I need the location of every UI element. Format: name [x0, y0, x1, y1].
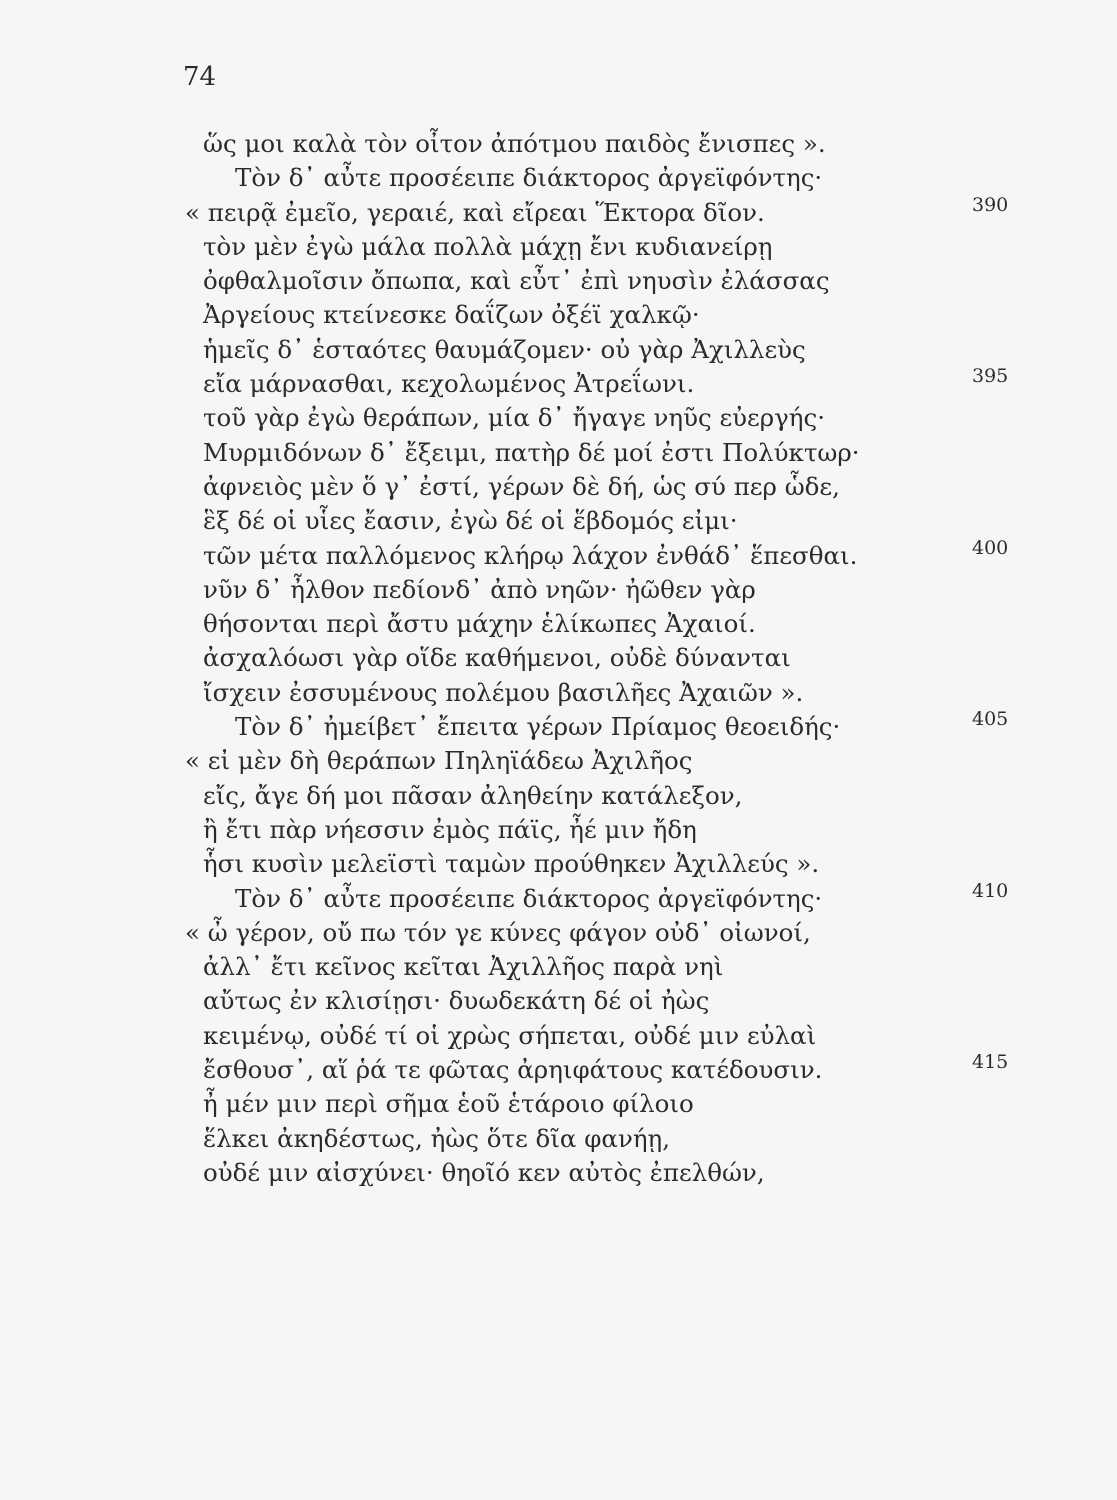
verse-line — [185, 161, 1045, 195]
verse-line — [185, 436, 1045, 470]
verse-line — [185, 298, 1045, 332]
line-number: 415 — [972, 1051, 1009, 1074]
verse-line — [185, 401, 1045, 435]
verse-text: ἡμεῖς δ᾽ ἑσταότες θαυμάζομεν· οὐ γὰρ Ἀχιλλεὺς — [203, 334, 806, 364]
verse-text: τοῦ γὰρ ἐγὼ θεράπων, μία δ᾽ ἤγαγε νηῦς εὐεργής· — [203, 403, 825, 433]
verse-line — [185, 710, 1045, 744]
verse-text: ἓξ δέ οἱ υἷες ἔασιν, ἐγὼ δέ οἱ ἕβδομός εἰμι· — [203, 506, 738, 536]
verse-text-block — [185, 127, 1045, 1190]
verse-text: Τὸν δ᾽ ἠμείβετ᾽ ἔπειτα γέρων Πρίαμος θεοειδής· — [235, 712, 841, 742]
verse-text: Μυρμιδόνων δ᾽ ἔξειμι, πατὴρ δέ μοί ἐστι Πολύκτωρ· — [203, 437, 860, 467]
verse-line — [185, 536, 1045, 573]
page-number: 74 — [183, 62, 217, 92]
verse-text: θήσονται περὶ ἄστυ μάχην ἑλίκωπες Ἀχαιοί. — [203, 609, 756, 639]
verse-text: ἀσχαλόωσι γὰρ οἵδε καθήμενοι, οὐδὲ δύνανται — [203, 643, 791, 673]
line-number: 410 — [972, 879, 1009, 902]
verse-line — [185, 676, 1045, 710]
verse-line — [185, 744, 1045, 778]
line-number: 395 — [972, 365, 1009, 388]
verse-text: εἴα μάρνασθαι, κεχολωμένος Ἀτρεΐωνι. — [203, 369, 695, 399]
verse-line — [185, 264, 1045, 298]
verse-line — [185, 193, 1045, 230]
verse-line — [185, 1122, 1045, 1156]
verse-line — [185, 1053, 1045, 1087]
verse-line — [185, 1019, 1045, 1053]
verse-text: οὐδέ μιν αἰσχύνει· θηοῖό κεν αὐτὸς ἐπελθών, — [203, 1157, 765, 1187]
verse-text: Ἀργείους κτείνεσκε δαΐζων ὀξέϊ χαλκῷ· — [203, 300, 700, 330]
verse-text: κειμένῳ, οὐδέ τί οἱ χρὼς σήπεται, οὐδέ μιν εὐλαὶ — [203, 1020, 817, 1050]
verse-text: τῶν μέτα παλλόμενος κλήρῳ λάχον ἐνθάδ᾽ ἕπεσθαι. — [203, 540, 858, 570]
verse-text: ἴσχειν ἐσσυμένους πολέμου βασιλῆες Ἀχαιῶν ». — [203, 677, 804, 707]
verse-line — [185, 847, 1045, 881]
verse-line — [185, 984, 1045, 1018]
verse-text: ὀφθαλμοῖσιν ὄπωπα, καὶ εὖτ᾽ ἐπὶ νηυσὶν ἐλάσσας — [203, 266, 830, 296]
verse-line — [185, 879, 1045, 916]
verse-line — [185, 607, 1045, 641]
verse-text: Τὸν δ᾽ αὖτε προσέειπε διάκτορος ἀργεϊφόντης· — [235, 163, 823, 193]
verse-text: « εἰ μὲν δὴ θεράπων Πηληϊάδεω Ἀχιλῆος — [185, 746, 693, 776]
verse-text: ὥς μοι καλὰ τὸν οἶτον ἀπότμου παιδὸς ἔνισπες ». — [203, 129, 826, 158]
verse-text: νῦν δ᾽ ἦλθον πεδίονδ᾽ ἀπὸ νηῶν· ἠῶθεν γὰρ — [203, 574, 756, 604]
verse-text: αὔτως ἐν κλισίῃσι· δυωδεκάτη δέ οἱ ἠὼς — [203, 986, 710, 1016]
verse-line — [185, 1156, 1045, 1190]
verse-text: ἀφνειὸς μὲν ὅ γ᾽ ἐστί, γέρων δὲ δή, ὡς σύ περ ὧδε, — [203, 471, 840, 501]
verse-line — [185, 573, 1045, 607]
verse-text: Τὸν δ᾽ αὖτε προσέειπε διάκτορος ἀργεϊφόντης· — [235, 883, 823, 913]
verse-line — [185, 916, 1045, 950]
verse-line — [185, 779, 1045, 813]
verse-text: ἧσι κυσὶν μελεϊστὶ ταμὼν προύθηκεν Ἀχιλλεύς ». — [203, 849, 820, 879]
verse-line — [185, 127, 1045, 161]
verse-line — [185, 813, 1045, 847]
line-number: 405 — [972, 708, 1009, 731]
verse-line — [185, 333, 1045, 367]
verse-text: « ὦ γέρον, οὔ πω τόν γε κύνες φάγον οὐδ᾽ οἰωνοί, — [185, 917, 811, 947]
verse-line — [185, 1087, 1045, 1121]
verse-text: ἀλλ᾽ ἔτι κεῖνος κεῖται Ἀχιλλῆος παρὰ νηὶ — [203, 952, 724, 982]
verse-line — [185, 950, 1045, 984]
verse-line — [185, 504, 1045, 538]
verse-text: ἢ ἔτι πὰρ νήεσσιν ἐμὸς πάϊς, ἦέ μιν ἤδη — [203, 814, 697, 844]
verse-text: εἴς, ἄγε δή μοι πᾶσαν ἀληθείην κατάλεξον, — [203, 780, 743, 810]
verse-text: ἕλκει ἀκηδέστως, ἠὼς ὅτε δῖα φανήῃ, — [203, 1123, 670, 1153]
verse-line — [185, 367, 1045, 401]
verse-line — [185, 470, 1045, 504]
verse-text: τὸν μὲν ἐγὼ μάλα πολλὰ μάχῃ ἔνι κυδιανείρῃ — [203, 231, 773, 261]
line-number: 390 — [972, 193, 1009, 216]
verse-line — [185, 230, 1045, 264]
verse-text: ἔσθουσ᾽, αἵ ῥά τε φῶτας ἀρηιφάτους κατέδουσιν. — [203, 1055, 823, 1085]
verse-line — [185, 641, 1045, 675]
verse-text: ἦ μέν μιν περὶ σῆμα ἑοῦ ἑτάροιο φίλοιο — [203, 1089, 694, 1119]
line-number: 400 — [972, 536, 1009, 559]
verse-text: « πειρᾷ ἐμεῖο, γεραιέ, καὶ εἴρεαι Ἕκτορα δῖον. — [185, 197, 765, 227]
